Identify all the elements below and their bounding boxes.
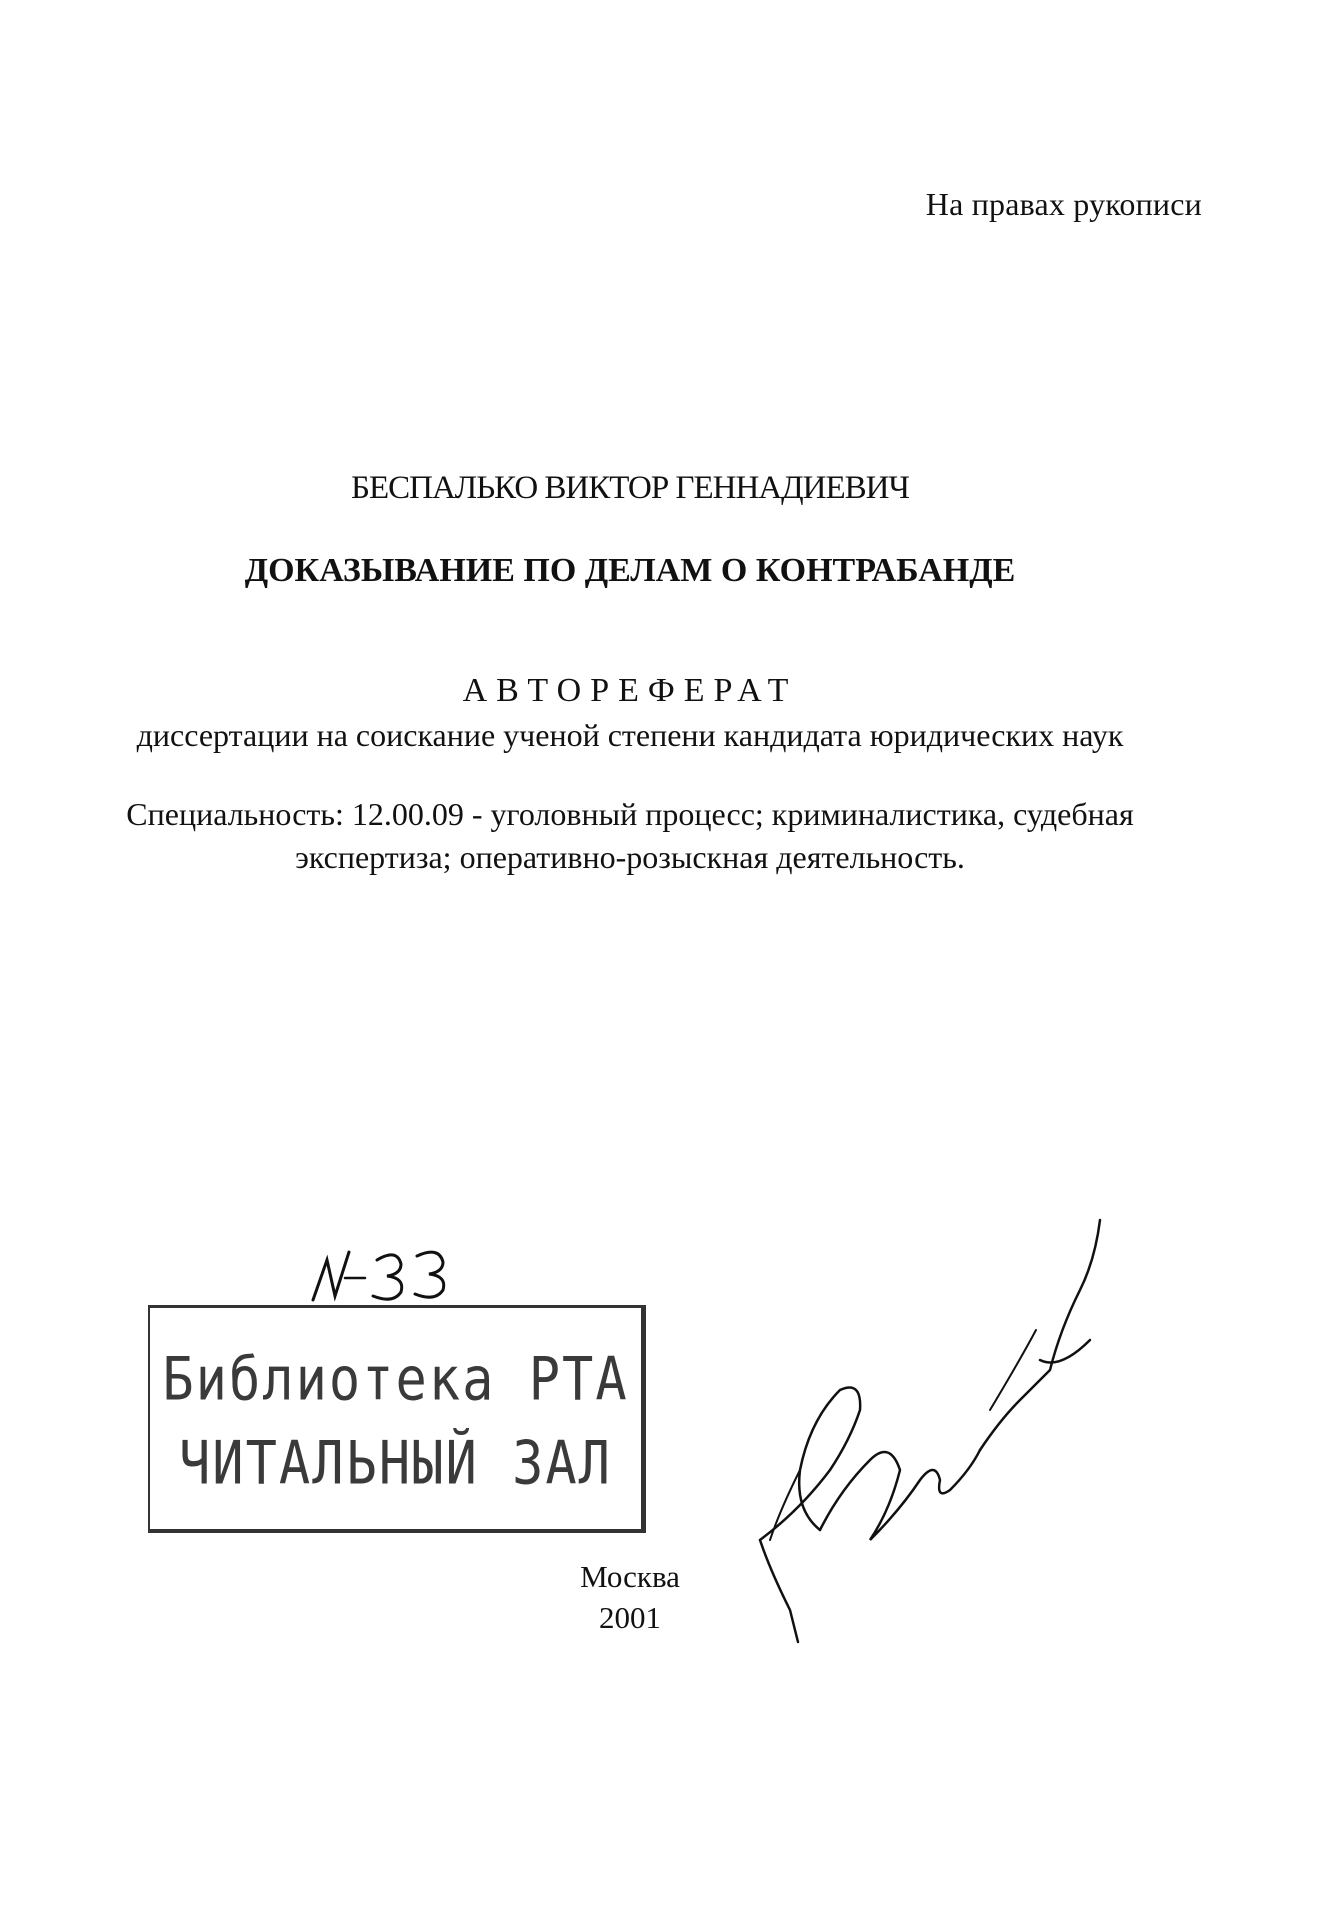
publication-year: 2001 xyxy=(599,1600,661,1635)
signature-image xyxy=(740,1210,1120,1650)
thesis-title: ДОКАЗЫВАНИЕ ПО ДЕЛАМ О КОНТРАБАНДЕ xyxy=(244,552,1016,589)
library-stamp xyxy=(148,1305,646,1533)
author-name: БЕСПАЛЬКО ВИКТОР ГЕННАДИЕВИЧ xyxy=(351,470,909,506)
handwritten-number-image xyxy=(305,1238,475,1308)
degree-line: диссертации на соискание ученой степени кандидата юридических наук xyxy=(136,717,1124,753)
specialty-line-1: Специальность: 12.00.09 - уголовный процесс; криминалистика, судебная xyxy=(126,796,1134,832)
publication-city: Москва xyxy=(580,1559,680,1594)
manuscript-note: На правах рукописи xyxy=(925,186,1202,222)
stamp-line-1: Библиотека РТА xyxy=(162,1345,629,1415)
specialty-line-2: экспертиза; оперативно-розыскная деятельность. xyxy=(295,839,965,875)
specialty-block xyxy=(0,793,1260,879)
document-type: АВТОРЕФЕРАТ xyxy=(462,672,798,709)
stamp-line-2: ЧИТАЛЬНЫЙ ЗАЛ xyxy=(179,1429,612,1499)
